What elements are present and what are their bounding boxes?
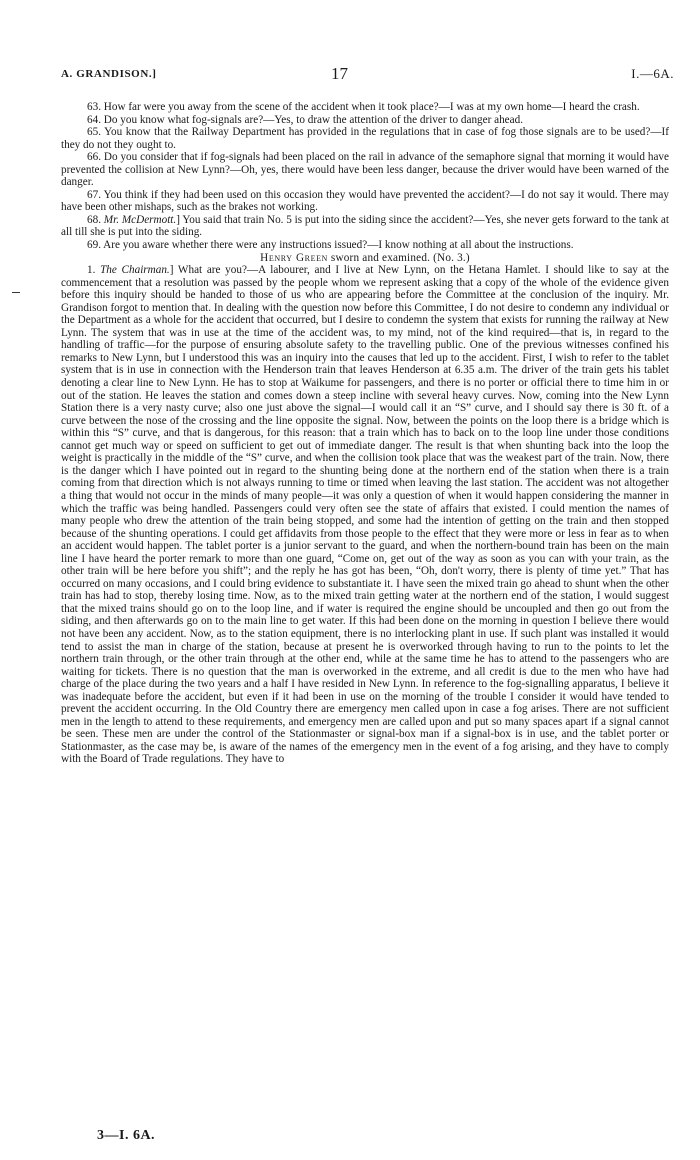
- paragraph-q68: [61, 214, 669, 239]
- page-header: [61, 64, 684, 84]
- speaker-name: Mr. McDermott.: [103, 213, 177, 226]
- document-reference: I.—6A.: [631, 66, 674, 81]
- question-text: ] You said that train No. 5 is put into the siding since the accident?—Yes, she never gets forward to the tank at all till she is put into the siding.: [61, 213, 669, 239]
- paragraph-testimony-1: [61, 264, 669, 766]
- page-number: 17: [331, 64, 348, 83]
- speaker-name: The Chairman.: [100, 264, 170, 277]
- witness-heading: [61, 252, 669, 265]
- question-number: 1.: [87, 264, 96, 277]
- paragraph-q66: 66. Do you consider that if fog-signals had been placed on the rail in advance of the semaphore signal that morning it would have prevented the collision at New Lynn?—Oh, yes, there would have been less danger, because the driver would have been warned of the danger.: [61, 151, 669, 189]
- paragraph-q69: 69. Are you aware whether there were any instructions issued?—I know nothing at all about the instructions.: [87, 239, 574, 252]
- document-body: [61, 101, 669, 766]
- paragraph-q64: 64. Do you know what fog-signals are?—Yes, to draw the attention of the driver to danger ahead.: [87, 113, 523, 126]
- margin-mark: [12, 292, 20, 293]
- witness-heading-rest: sworn and examined. (No. 3.): [327, 251, 470, 264]
- paragraph-q63: 63. How far were you away from the scene of the accident when it took place?—I was at my own home—I heard the crash.: [87, 101, 640, 113]
- page-footer-signature: 3—I. 6A.: [97, 1128, 156, 1143]
- witness-name: Henry Green: [260, 251, 328, 264]
- header-witness-name: A. GRANDISON.]: [61, 68, 157, 80]
- paragraph-q67: 67. You think if they had been used on this occasion they would have prevented the accident?—I do not say it would. There may have been other mishaps, such as the brakes not working.: [61, 188, 669, 214]
- testimony-text: ] What are you?—A labourer, and I live at New Lynn, on the Hetana Hamlet. I should like to say at the commencement that a resolution was passed by the people whom we represent asking that a copy of the whole of the evidence given before this inquiry should be handed to those of us who are appearing before the Committee at the conclusion of the inquiry. Mr. Grandison forgot to mention that. In dealing with the question now before this Committee, I do not desire to condemn any individual or the Department as a whole for the accident that occurred, but I desire to condemn the system that exists for running the railway at New Lynn. The system that was in use at the time of the accident was, to my mind, not of the kind required—that is, in regard to the handling of traffic—for the purpose of ensuring absolute safety to the travelling public. One of the previous witnesses confined his remarks to New Lynn, but I understood this was an inquiry into the causes that led up to the accident. First, I wish to refer to the tablet system that is in use in connection with the Henderson train that leaves Henderson at 6.35 a.m. The driver of the train gets his tablet denoting a clear line to New Lynn. He has to stop at Waikume for passengers, and there is no porter or official there to time him in or out of the station. He leaves the station and comes down a steep incline with several heavy curves. Now, coming into the New Lynn Station there is a very nasty curve; also one just above the signal—I would call it an “S” curve, and I should say there is 30 ft. of a curve between the nose of the crossing and the line opposite the signal. Now, between the points on the loop there is a bridge which is within this “S” curve, and that is dangerous, for this reason: that a train which has to back on to the loop line under those conditions cannot get much way or speed on sufficient to get out of immediate danger. The result is that when shunting back into the loop the weight is practically in the middle of the “S” curve, and when the collision took place that was the weakest part of the train. Now, there is the danger which I have pointed out in regard to the shunting being done at the northern end of the station when there is a train coming from that direction which is not always running to time or timed when leaving the last station. The accident was not altogether a thing that would not occur in the minds of many people—it was only a question of when it would happen considering the manner in which the traffic was being handled. Passengers could very often see the state of affairs that existed. I could mention the names of many people who drew the attention of the train being stopped, and some had the intention of getting on the train and then stopped because of the shunting operations. I could get affidavits from those people to the effect that they were more or less in fear as to when an accident would happen. The tablet porter is a junior servant to the guard, and when the northern-bound train has been on the main line I have heard the porter remark to more than one guard, “Come on, get out of the way as soon as you can with your train, as the other train will be here before you shift”; and the reply he has got has been, “Oh, don't worry, there is plenty of time yet.” That has occurred on many occasions, and I could bring evidence to substantiate it. I have seen the mixed train go ahead to shunt when the other train has had to stop, thereby losing time. Now, as to the mixed train getting water at the northern end of the station, I would suggest that the mixed trains should go on to the loop line, and if water is required the engine should be uncoupled and then go out from the siding, and then afterwards go on to the main line to get water. If this had been done on the morning in question I believe there would not have been any accident. Now, as to the station equipment, there is no interlocking plant in use. If such plant was installed it would tend to assist the man in charge of the station, because at present he is overworked through having to run to the points to let the northern train through, or the other train through at the other end, while at the same time he has to attend to the passengers who are waiting for tickets. There is no question that the man is overworked in the extreme, and all credit is due to the men who have had charge of the place during the two years and a half I have resided in New Lynn. In reference to the fog-signalling apparatus, I believe it was inadequate before the accident, but even if it had been in use on the morning of the trouble I consider it would have tended to prevent the accident occurring. In the Old Country there are emergency men called upon in case a fog arises. There are not sufficient men in the length to attend to these requirements, and emergency men are called upon and put so many spaces apart if a signal cannot be seen. These men are under the control of the Stationmaster or signal-box man if a signal-box is in use, and the tablet porter or Stationmaster, as the case may be, is aware of the names of the emergency men in the event of a fog arising, and they have to comply with the Board of Trade regulations. They have to: [61, 264, 669, 766]
- paragraph-q65: 65. You know that the Railway Department has provided in the regulations that in case of fog those signals are to be used?—If they do not they ought to.: [61, 126, 669, 151]
- question-number: 68.: [87, 213, 101, 226]
